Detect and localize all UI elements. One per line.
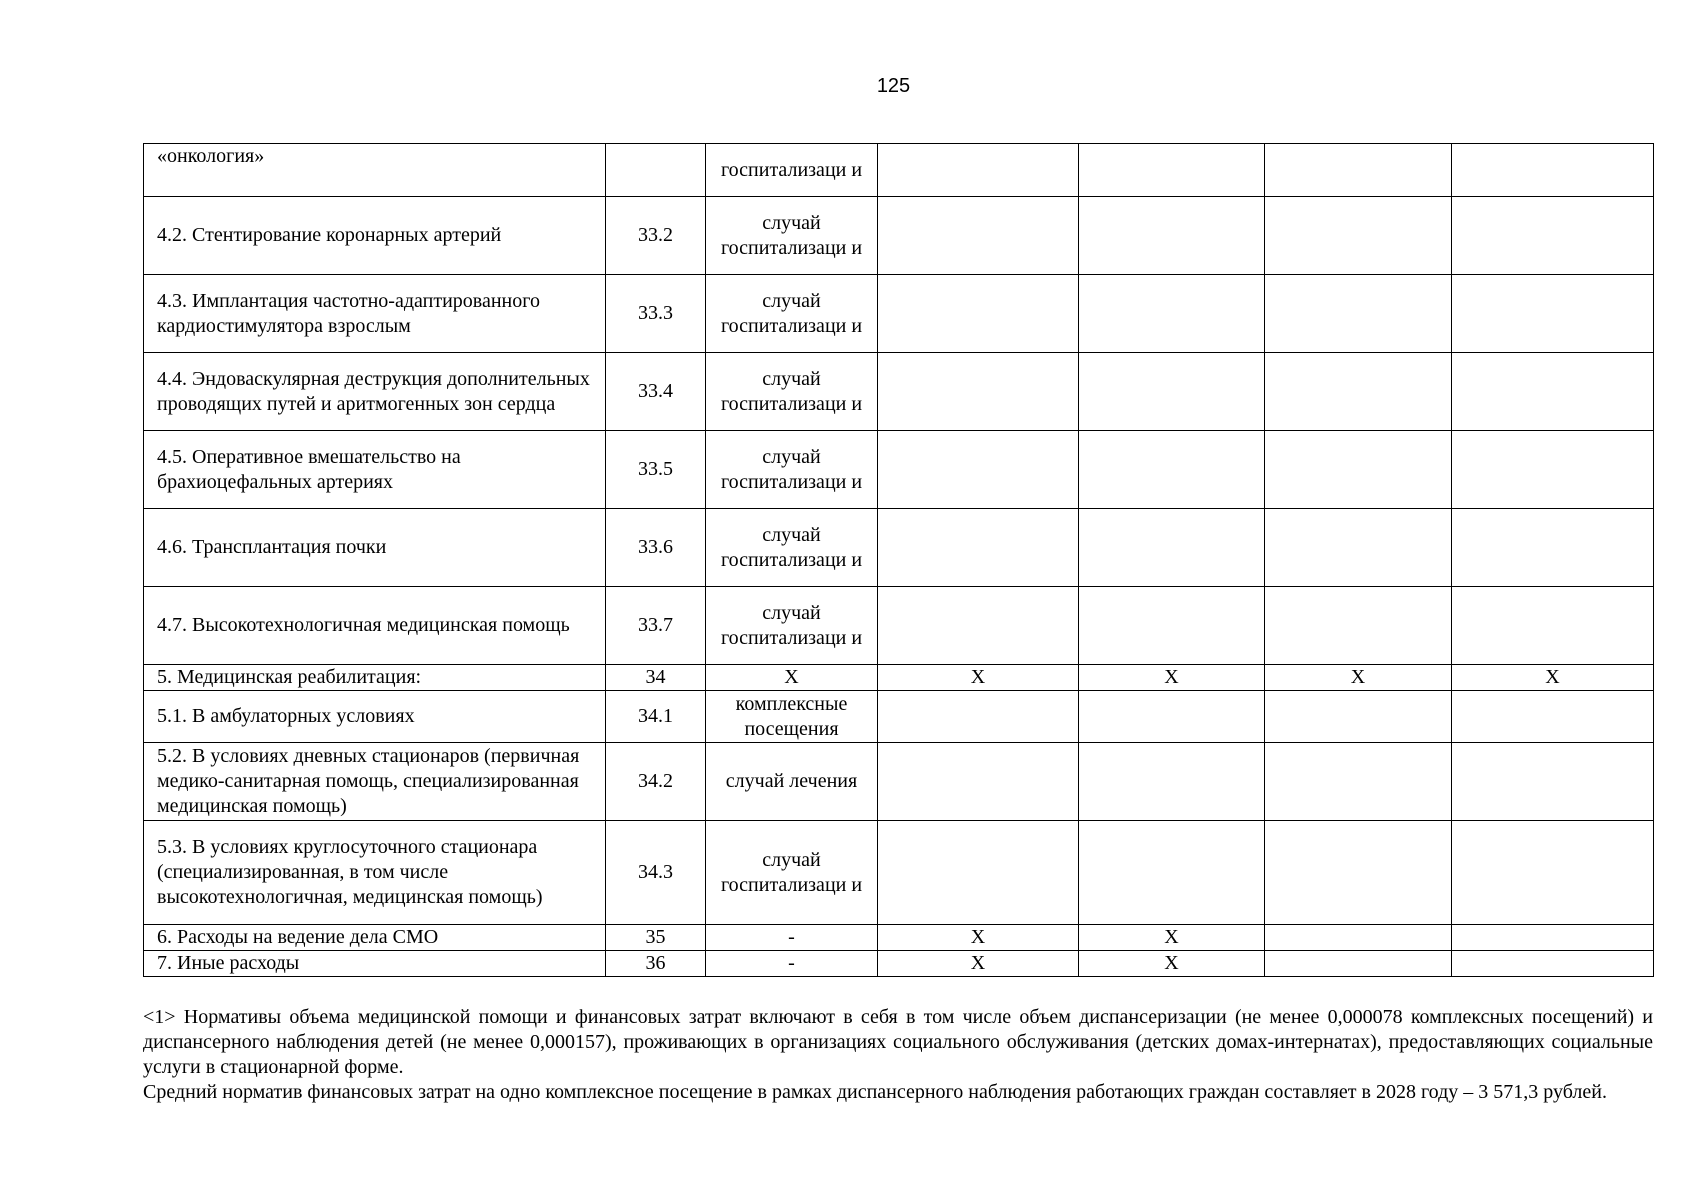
row-value-cell-2: X xyxy=(1079,951,1265,977)
page-number: 125 xyxy=(876,75,911,97)
row-value-cell-3 xyxy=(1265,925,1452,951)
table-row xyxy=(144,509,1654,587)
row-value-cell-2 xyxy=(1079,275,1265,353)
row-unit-cell: - xyxy=(706,925,878,951)
row-name-cell: «онкология» xyxy=(144,144,606,197)
row-unit-cell: X xyxy=(706,665,878,691)
row-value-cell-1 xyxy=(878,691,1079,743)
row-name-cell: 4.7. Высокотехнологичная медицинская помощь xyxy=(144,587,606,665)
row-name-cell: 4.4. Эндоваскулярная деструкция дополнительных проводящих путей и аритмогенных зон сердца xyxy=(144,353,606,431)
row-code-cell: 34.3 xyxy=(606,821,706,925)
row-value-cell-4 xyxy=(1452,431,1654,509)
row-value-cell-2: X xyxy=(1079,925,1265,951)
table-row xyxy=(144,665,1654,691)
row-value-cell-3 xyxy=(1265,691,1452,743)
row-value-cell-4: X xyxy=(1452,665,1654,691)
row-name-cell: 5.2. В условиях дневных стационаров (первичная медико-санитарная помощь, специализированная медицинская помощь) xyxy=(144,743,606,821)
row-name-cell: 6. Расходы на ведение дела СМО xyxy=(144,925,606,951)
row-code-cell: 33.6 xyxy=(606,509,706,587)
row-value-cell-2 xyxy=(1079,197,1265,275)
table-row xyxy=(144,144,1654,197)
row-value-cell-1 xyxy=(878,197,1079,275)
table-row xyxy=(144,951,1654,977)
row-unit-cell: случай госпитализаци и xyxy=(706,431,878,509)
row-value-cell-4 xyxy=(1452,587,1654,665)
row-name-cell: 7. Иные расходы xyxy=(144,951,606,977)
row-unit-cell: госпитализаци и xyxy=(706,144,878,197)
row-value-cell-1 xyxy=(878,821,1079,925)
row-name-cell: 4.2. Стентирование коронарных артерий xyxy=(144,197,606,275)
row-value-cell-4 xyxy=(1452,144,1654,197)
row-value-cell-4 xyxy=(1452,691,1654,743)
row-value-cell-2 xyxy=(1079,691,1265,743)
row-code-cell: 33.4 xyxy=(606,353,706,431)
row-name-cell: 4.3. Имплантация частотно-адаптированного кардиостимулятора взрослым xyxy=(144,275,606,353)
row-value-cell-1 xyxy=(878,431,1079,509)
row-value-cell-1 xyxy=(878,144,1079,197)
row-unit-cell: случай госпитализаци и xyxy=(706,353,878,431)
row-value-cell-3 xyxy=(1265,951,1452,977)
row-value-cell-4 xyxy=(1452,509,1654,587)
row-name-cell: 4.5. Оперативное вмешательство на брахиоцефальных артериях xyxy=(144,431,606,509)
table-row xyxy=(144,587,1654,665)
row-value-cell-3 xyxy=(1265,431,1452,509)
row-value-cell-2 xyxy=(1079,509,1265,587)
row-unit-cell: случай госпитализаци и xyxy=(706,509,878,587)
footnote-paragraph-2: Средний норматив финансовых затрат на одно комплексное посещение в рамках диспансерного наблюдения работающих граждан составляет в 2028 году – 3 571,3 рублей. xyxy=(143,1081,1607,1103)
row-value-cell-3 xyxy=(1265,353,1452,431)
row-value-cell-2: X xyxy=(1079,665,1265,691)
table-row xyxy=(144,275,1654,353)
row-value-cell-1 xyxy=(878,587,1079,665)
table-row xyxy=(144,197,1654,275)
row-value-cell-4 xyxy=(1452,951,1654,977)
row-code-cell: 35 xyxy=(606,925,706,951)
row-code-cell: 34.2 xyxy=(606,743,706,821)
row-value-cell-2 xyxy=(1079,431,1265,509)
row-value-cell-4 xyxy=(1452,353,1654,431)
table-row xyxy=(144,743,1654,821)
table-row xyxy=(144,691,1654,743)
row-value-cell-1 xyxy=(878,743,1079,821)
row-code-cell: 33.2 xyxy=(606,197,706,275)
row-unit-cell: случай госпитализаци и xyxy=(706,275,878,353)
row-value-cell-3 xyxy=(1265,144,1452,197)
row-value-cell-2 xyxy=(1079,743,1265,821)
footnote xyxy=(143,1005,1653,1105)
table-row xyxy=(144,431,1654,509)
row-value-cell-4 xyxy=(1452,821,1654,925)
row-value-cell-1 xyxy=(878,275,1079,353)
row-value-cell-1 xyxy=(878,353,1079,431)
footnote-paragraph-1: <1> Нормативы объема медицинской помощи и финансовых затрат включают в себя в том числе объем диспансеризации (не менее 0,000078 комплексных посещений) и диспансерного наблюдения детей (не менее 0,000157), проживающих в организациях социального обслуживания (детских домах-интернатах), предоставляющих социальные услуги в стационарной форме. xyxy=(143,1006,1653,1078)
row-code-cell: 34.1 xyxy=(606,691,706,743)
row-value-cell-1: X xyxy=(878,665,1079,691)
row-value-cell-4 xyxy=(1452,743,1654,821)
row-unit-cell: случай госпитализаци и xyxy=(706,821,878,925)
row-code-cell: 36 xyxy=(606,951,706,977)
row-value-cell-3 xyxy=(1265,587,1452,665)
row-value-cell-4 xyxy=(1452,925,1654,951)
row-unit-cell: случай госпитализаци и xyxy=(706,587,878,665)
row-code-cell: 34 xyxy=(606,665,706,691)
row-unit-cell: - xyxy=(706,951,878,977)
table-row xyxy=(144,821,1654,925)
row-value-cell-3 xyxy=(1265,275,1452,353)
row-value-cell-4 xyxy=(1452,275,1654,353)
row-name-cell: 5.3. В условиях круглосуточного стационара (специализированная, в том числе высокотехнологичная, медицинская помощь) xyxy=(144,821,606,925)
row-value-cell-1 xyxy=(878,509,1079,587)
row-code-cell: 33.3 xyxy=(606,275,706,353)
row-code-cell xyxy=(606,144,706,197)
table-row xyxy=(144,353,1654,431)
row-value-cell-3 xyxy=(1265,743,1452,821)
row-name-cell: 4.6. Трансплантация почки xyxy=(144,509,606,587)
row-name-cell: 5. Медицинская реабилитация: xyxy=(144,665,606,691)
row-value-cell-2 xyxy=(1079,587,1265,665)
row-value-cell-3: X xyxy=(1265,665,1452,691)
row-value-cell-4 xyxy=(1452,197,1654,275)
row-value-cell-2 xyxy=(1079,353,1265,431)
row-value-cell-2 xyxy=(1079,144,1265,197)
row-unit-cell: комплексные посещения xyxy=(706,691,878,743)
row-value-cell-1: X xyxy=(878,925,1079,951)
row-value-cell-3 xyxy=(1265,197,1452,275)
row-value-cell-3 xyxy=(1265,509,1452,587)
row-name-cell: 5.1. В амбулаторных условиях xyxy=(144,691,606,743)
row-code-cell: 33.7 xyxy=(606,587,706,665)
row-value-cell-3 xyxy=(1265,821,1452,925)
table-row xyxy=(144,925,1654,951)
row-unit-cell: случай лечения xyxy=(706,743,878,821)
data-table xyxy=(143,143,1654,977)
row-code-cell: 33.5 xyxy=(606,431,706,509)
row-unit-cell: случай госпитализаци и xyxy=(706,197,878,275)
row-value-cell-2 xyxy=(1079,821,1265,925)
row-value-cell-1: X xyxy=(878,951,1079,977)
